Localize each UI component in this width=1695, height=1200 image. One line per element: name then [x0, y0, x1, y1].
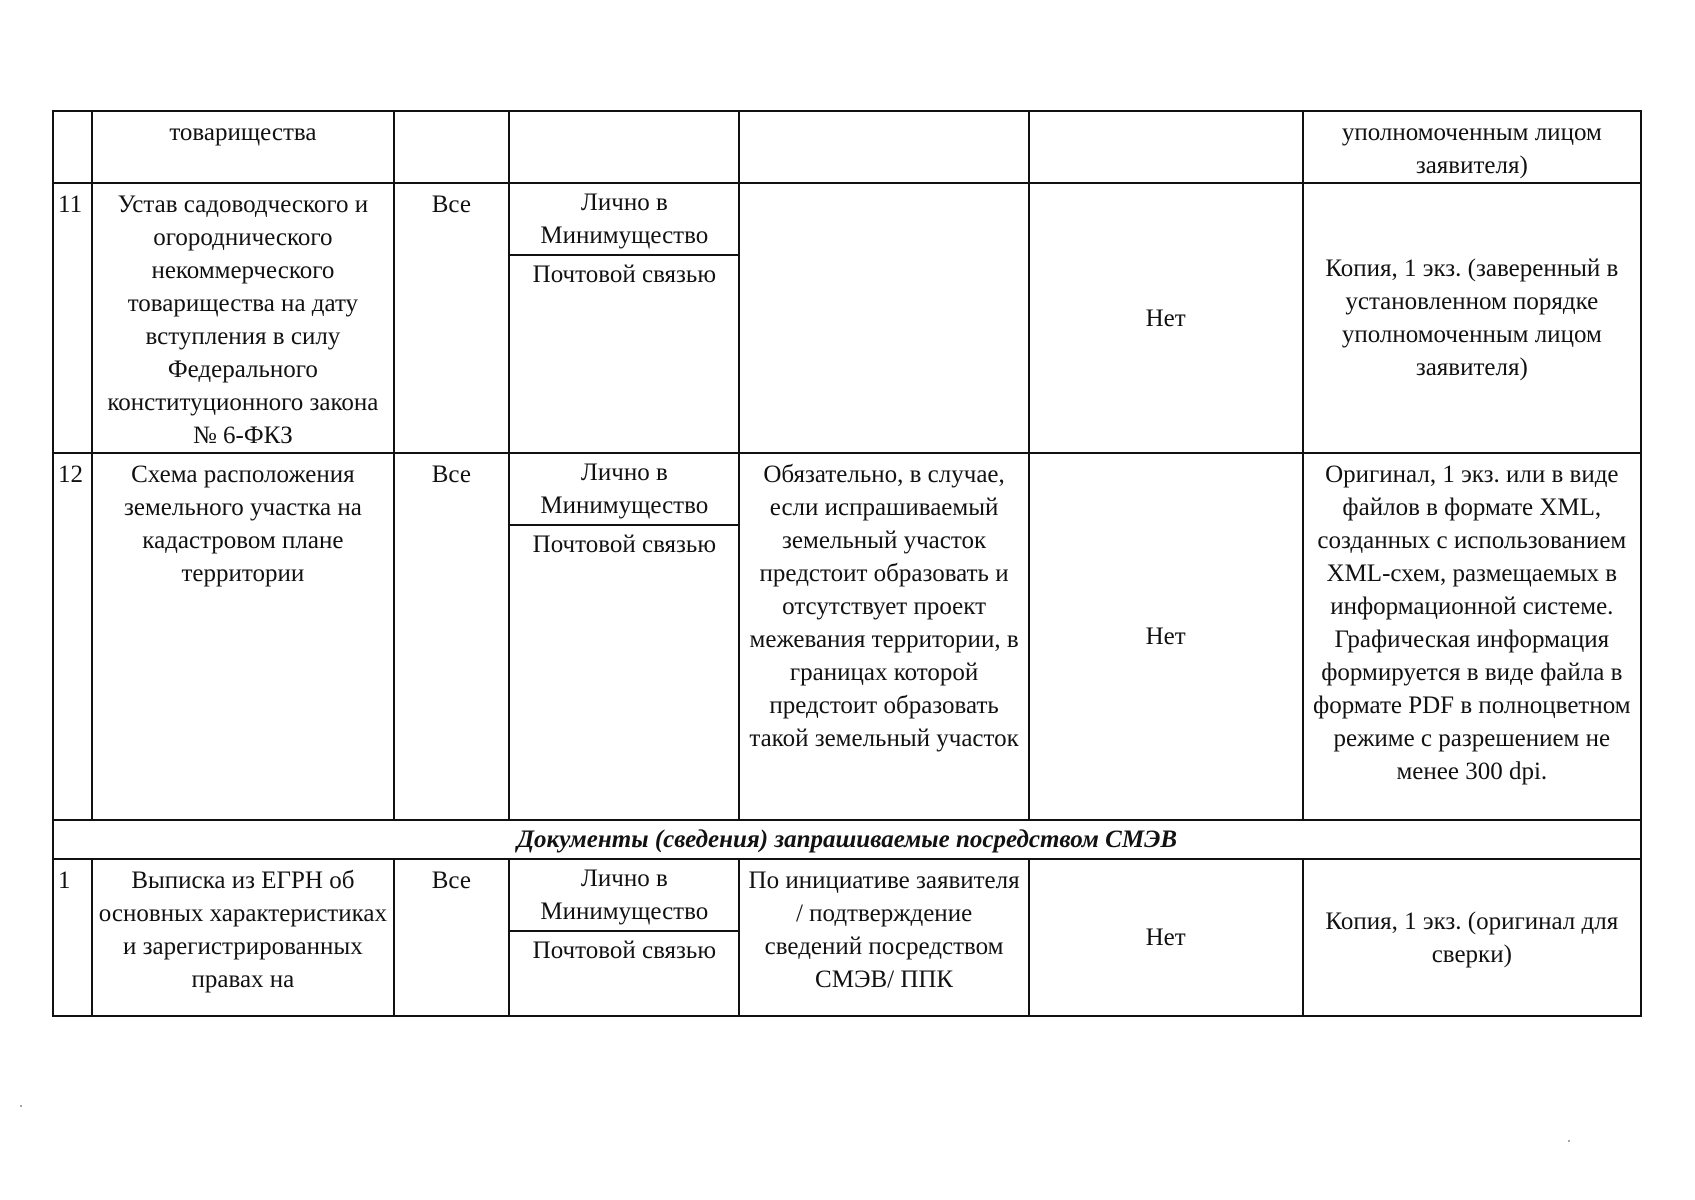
document-name: Выписка из ЕГРН об основных характеристиках и зарегистрированных правах на [92, 859, 393, 1016]
documents-table [52, 110, 1642, 1017]
method-in-person: Лично в Минимущество [510, 860, 738, 932]
section-title: Документы (сведения) запрашиваемые посредством СМЭВ [53, 820, 1641, 859]
document-form: Копия, 1 экз. (заверенный в установленном порядке уполномоченным лицом заявителя) [1303, 183, 1641, 453]
submission-condition [739, 111, 1028, 183]
refusal-flag: Нет [1029, 453, 1303, 820]
table-row [53, 111, 1641, 183]
method-post: Почтовой связью [532, 531, 717, 558]
row-number [53, 111, 92, 183]
section-header-row [53, 820, 1641, 859]
table-row [53, 453, 1641, 820]
method-in-person: Лично в Минимущество [510, 184, 738, 256]
applicant-category: Все [394, 453, 510, 820]
document-name: товарищества [92, 111, 393, 183]
document-form: Копия, 1 экз. (оригинал для сверки) [1303, 859, 1641, 1016]
submission-condition [739, 183, 1028, 453]
applicant-category: Все [394, 859, 510, 1016]
submission-condition: По инициативе заявителя / подтверждение сведений посредством СМЭВ/ ППК [739, 859, 1028, 1016]
refusal-flag: Нет [1029, 859, 1303, 1016]
document-form: Оригинал, 1 экз. или в виде файлов в формате XML, созданных с использованием XML-схем, размещаемых в информационной системе. Графическая информация формируется в виде файла в формате PDF в полноцветном режиме с разрешением не менее 300 dpi. [1303, 453, 1641, 820]
document-name: Схема расположения земельного участка на кадастровом плане территории [92, 453, 393, 820]
scan-speck [1568, 1140, 1570, 1142]
table-row [53, 183, 1641, 453]
document-name: Устав садоводческого и огороднического некоммерческого товарищества на дату вступления в силу Федерального конституционного закона № 6-ФКЗ [92, 183, 393, 453]
submission-methods [509, 183, 739, 453]
method-in-person: Лично в Минимущество [510, 454, 738, 526]
row-number: 11 [53, 183, 92, 453]
row-number: 12 [53, 453, 92, 820]
submission-condition: Обязательно, в случае, если испрашиваемый земельный участок предстоит образовать и отсутствует проект межевания территории, в границах которой предстоит образовать такой земельный участок [739, 453, 1028, 820]
submission-methods [509, 859, 739, 1016]
applicant-category [394, 111, 510, 183]
submission-methods [509, 453, 739, 820]
scan-speck [20, 1105, 22, 1107]
applicant-category: Все [394, 183, 510, 453]
row-number: 1 [53, 859, 92, 1016]
submission-methods [509, 111, 739, 183]
table-row [53, 859, 1641, 1016]
refusal-flag [1029, 111, 1303, 183]
method-post: Почтовой связью [532, 937, 717, 964]
refusal-flag: Нет [1029, 183, 1303, 453]
document-form: уполномоченным лицом заявителя) [1303, 111, 1641, 183]
method-post: Почтовой связью [532, 261, 717, 288]
